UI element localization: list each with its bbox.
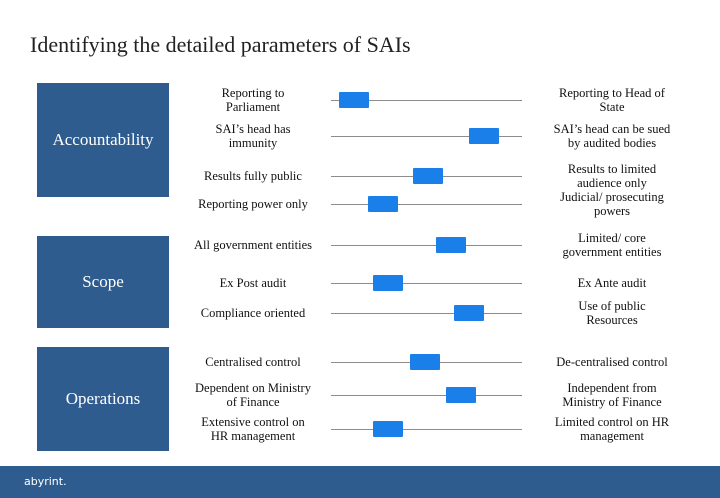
left-label: Results fully public	[204, 169, 302, 183]
right-label: De-centralised control	[556, 355, 668, 369]
left-label: Compliance oriented	[200, 306, 306, 320]
parameter-track	[331, 313, 522, 314]
left-label: Dependent on Ministry of Finance	[195, 381, 311, 409]
page-title: Identifying the detailed parameters of SAIs	[30, 32, 411, 57]
right-label: Limited/ core government entities	[562, 231, 662, 259]
left-label: SAI’s head has immunity	[215, 122, 291, 150]
parameter-slider[interactable]	[373, 421, 403, 437]
parameter-track	[331, 283, 522, 284]
group-box-operations: Operations	[37, 347, 169, 451]
parameter-slider[interactable]	[454, 305, 484, 321]
right-label: SAI’s head can be sued by audited bodies	[553, 122, 671, 150]
group-box-scope: Scope	[37, 236, 169, 328]
parameter-slider[interactable]	[368, 196, 398, 212]
parameter-slider[interactable]	[373, 275, 403, 291]
left-label: Centralised control	[205, 355, 301, 369]
left-label: Reporting power only	[198, 197, 308, 211]
right-label: Independent from Ministry of Finance	[562, 381, 662, 409]
parameter-slider[interactable]	[446, 387, 476, 403]
footer-brand: abyrint.	[24, 475, 67, 488]
parameter-slider[interactable]	[413, 168, 443, 184]
right-label: Judicial/ prosecuting powers	[560, 190, 664, 218]
right-label: Ex Ante audit	[577, 276, 647, 290]
left-label: Reporting to Parliament	[221, 86, 285, 114]
right-label: Reporting to Head of State	[559, 86, 665, 114]
right-label: Results to limited audience only	[567, 162, 657, 190]
parameter-slider[interactable]	[339, 92, 369, 108]
parameter-track	[331, 245, 522, 246]
left-label: Ex Post audit	[219, 276, 287, 290]
left-label: All government entities	[193, 238, 313, 252]
left-label: Extensive control on HR management	[201, 415, 305, 443]
parameter-track	[331, 204, 522, 205]
parameter-slider[interactable]	[436, 237, 466, 253]
right-label: Use of public Resources	[578, 299, 646, 327]
parameter-track	[331, 395, 522, 396]
parameter-slider[interactable]	[410, 354, 440, 370]
footer-bar	[0, 466, 720, 498]
parameter-slider[interactable]	[469, 128, 499, 144]
right-label: Limited control on HR management	[554, 415, 670, 443]
parameter-track	[331, 429, 522, 430]
group-box-accountability: Accountability	[37, 83, 169, 197]
